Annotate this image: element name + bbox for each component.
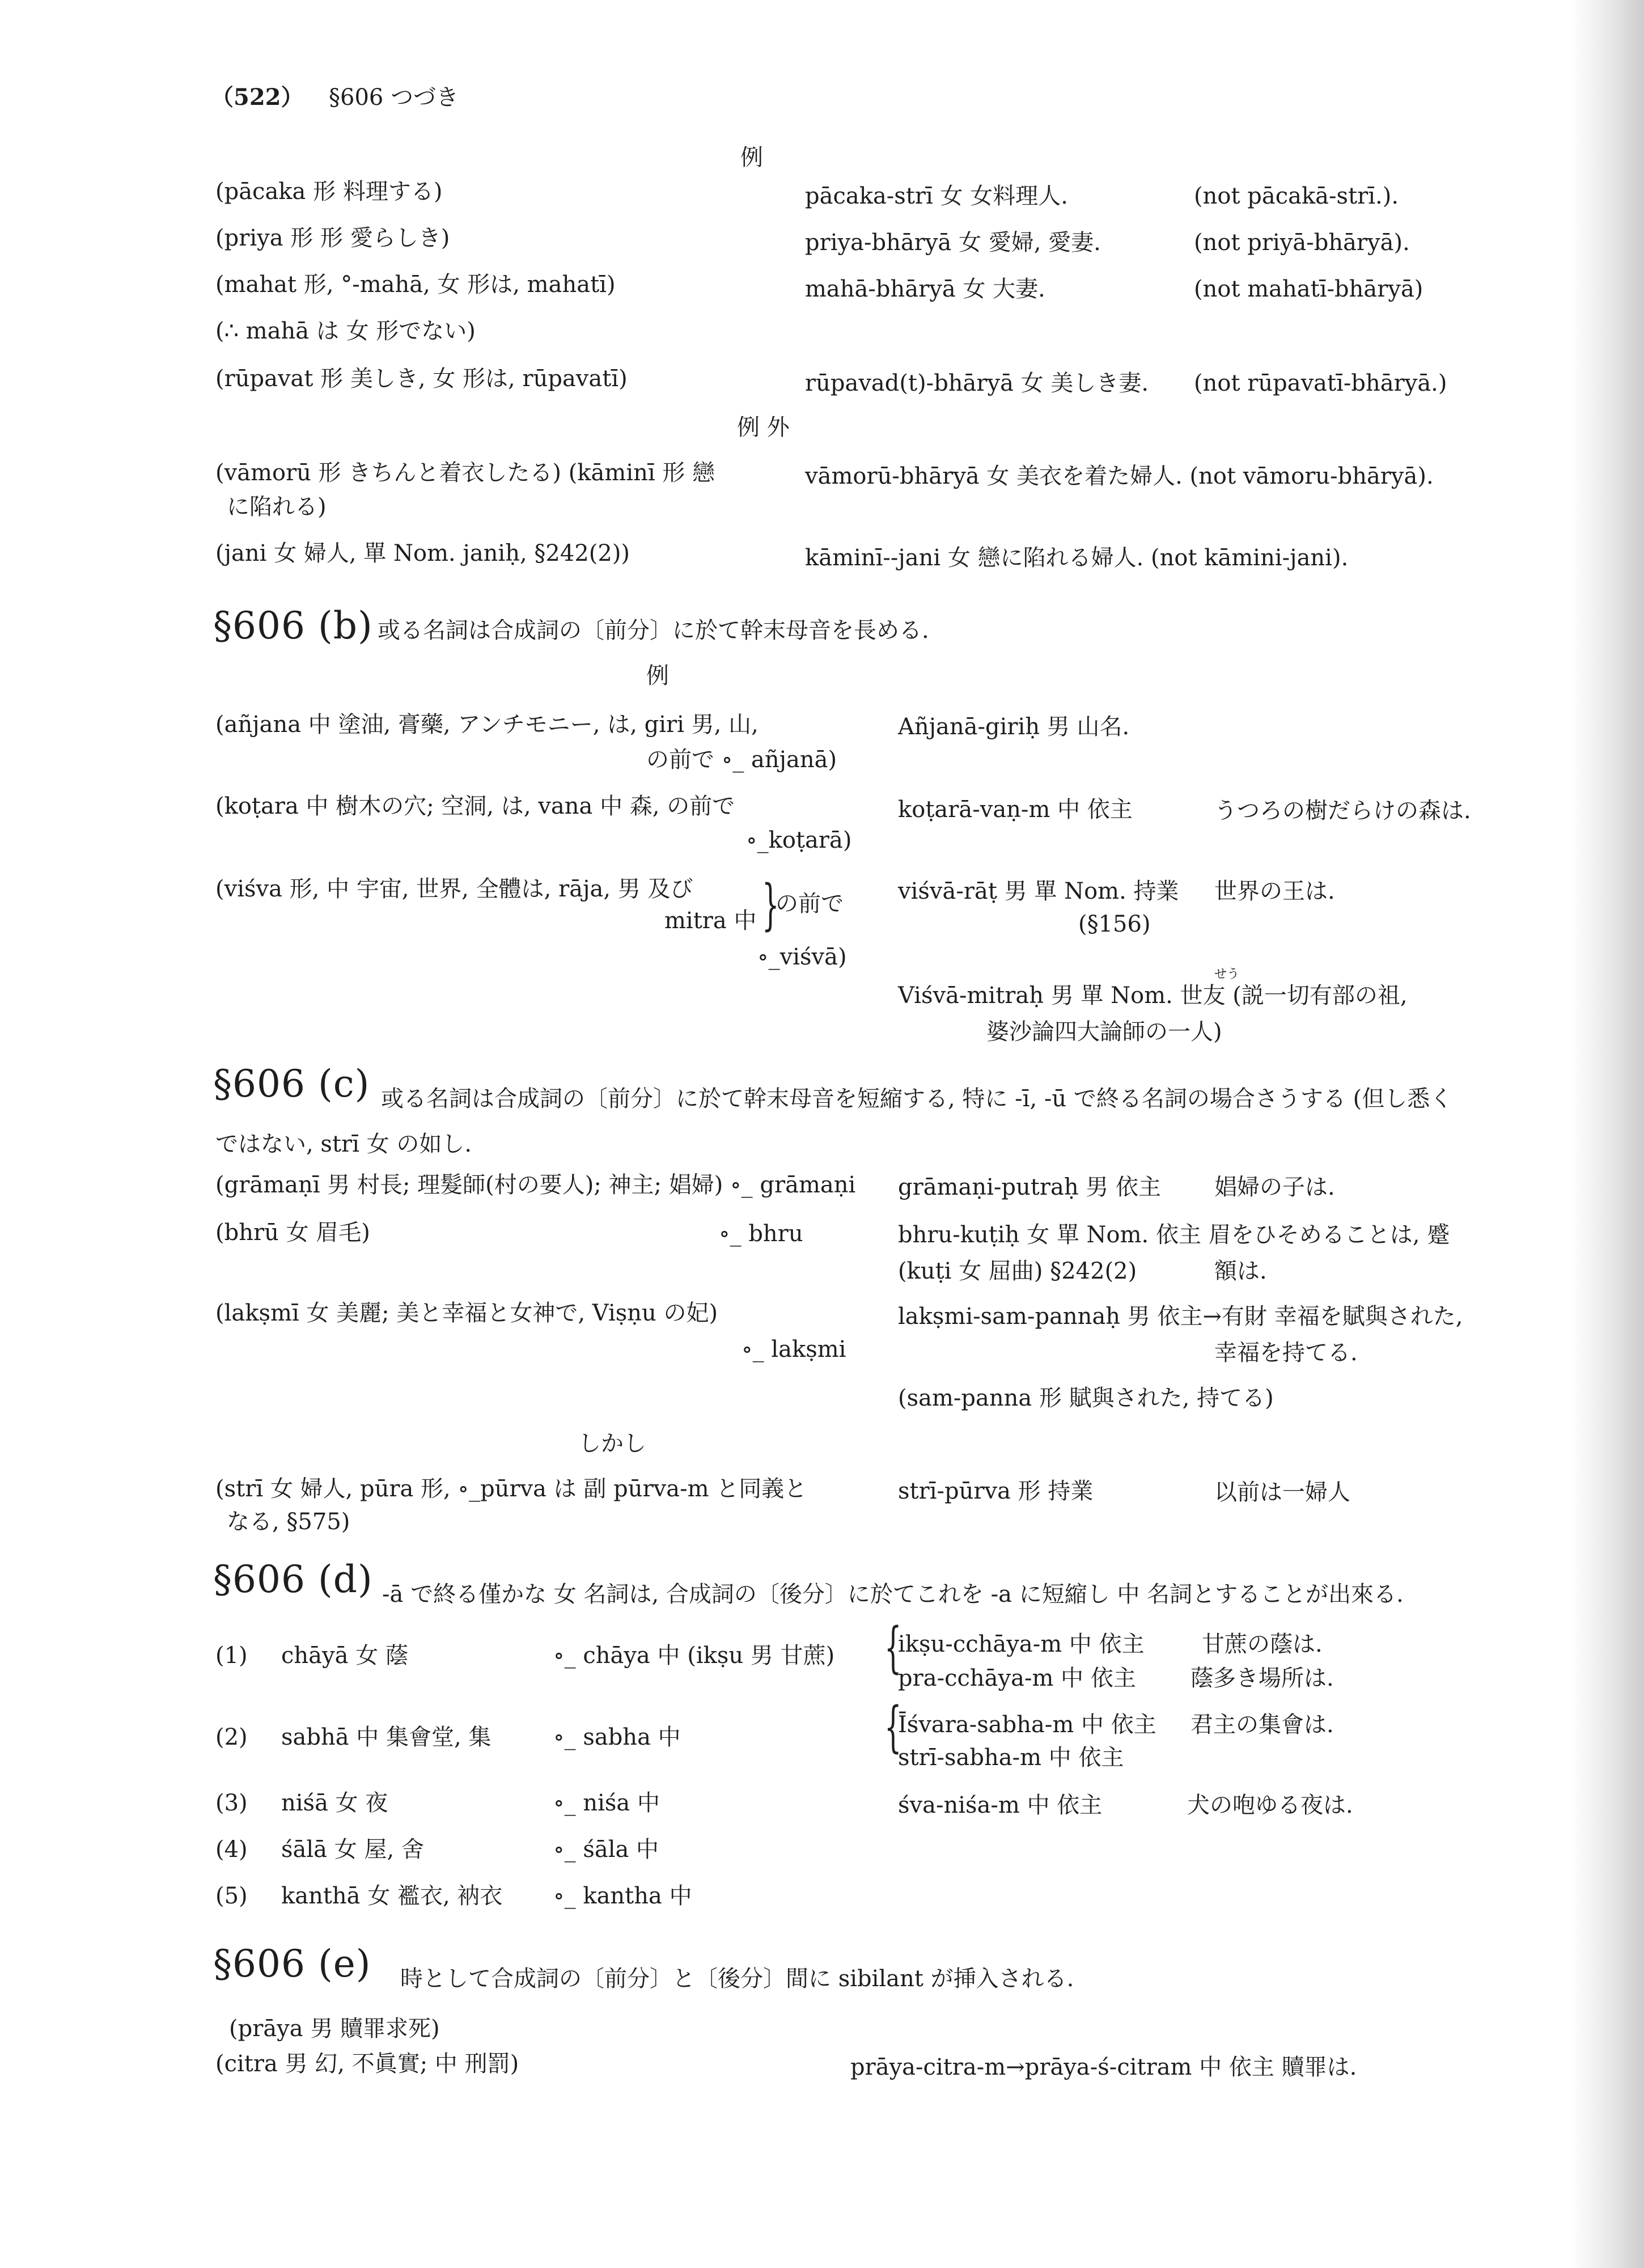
entry-middle-note: (sam-panna 形 賦與された, 持てる) [898, 1385, 1274, 1411]
entry-middle: grāmaṇi-putraḥ 男 依主 [898, 1174, 1162, 1200]
entry-middle: koṭarā-vaṇ-m 中 依主 [898, 797, 1133, 823]
entry-left: (jani 女 婦人, 單 Nom. janiḥ, §242(2)) [215, 540, 630, 566]
entry-left-brace-label: の前で [776, 891, 844, 917]
entry-middle: lakṣmi-sam-pannaḥ 男 依主→有財 幸福を賦與された, [898, 1304, 1463, 1330]
list-item-gloss: 蔭多き場所は. [1190, 1665, 1334, 1691]
list-item-number: (5) [215, 1883, 248, 1909]
section-number-606c: §606 (c) [213, 1062, 370, 1106]
list-item-word: sabhā 中 集會堂, 集 [281, 1724, 491, 1750]
list-item-short: ∘_ sabha 中 [553, 1724, 681, 1750]
entry-left: (∴ mahā は 女 形でない) [215, 318, 476, 344]
list-item-number: (3) [215, 1790, 248, 1816]
entry-middle: priya-bhāryā 女 愛婦, 愛妻. [805, 230, 1101, 256]
examples-heading: 例 [740, 145, 763, 171]
entry-middle: pācaka-strī 女 女料理人. [805, 183, 1068, 209]
list-item-number: (4) [215, 1837, 248, 1863]
entry-left-continued: ∘_viśvā) [757, 944, 847, 970]
entry-left: (priya 形 形 愛らしき) [215, 225, 450, 251]
list-item-short: ∘_ śāla 中 [553, 1837, 659, 1863]
entry-left: (citra 男 幻, 不眞實; 中 刑罰) [215, 2051, 519, 2077]
section-text: 或る名詞は合成詞の〔前分〕に於て幹末母音を長める. [378, 617, 929, 644]
brace: { [884, 1616, 902, 1679]
entry-left: (rūpavat 形 美しき, 女 形は, rūpavatī) [215, 366, 628, 392]
page-number: （522） [211, 84, 304, 111]
furigana: せう [1214, 967, 1240, 981]
entry-left: (koṭara 中 樹木の穴; 空洞, は, vana 中 森, の前で [215, 793, 735, 819]
running-header: §606 つづき [329, 84, 459, 111]
list-item-gloss: 甘蔗の蔭は. [1202, 1631, 1323, 1657]
list-item-short: ∘_ kantha 中 [553, 1883, 692, 1909]
entry-right: うつろの樹だらけの森は. [1214, 798, 1471, 824]
scan-edge-shadow [1570, 0, 1644, 2268]
entry-right: (not mahatī-bhāryā) [1194, 276, 1423, 302]
brace: { [884, 1695, 902, 1759]
entry-middle: kāminī--jani 女 戀に陷れる婦人. (not kāmini-jani). [805, 545, 1349, 571]
brace: } [762, 873, 779, 937]
entry-middle: viśvā-rāṭ 男 單 Nom. 持業 [898, 878, 1179, 904]
section-number-606e: §606 (e) [213, 1942, 371, 1986]
entry-left: (vāmorū 形 きちんと着衣したる) (kāminī 形 戀 [215, 460, 715, 486]
entry-right: 額は. [1214, 1258, 1267, 1284]
entry-left: (strī 女 婦人, pūra 形, ∘_pūrva は 副 pūrva-m と同義と [215, 1476, 807, 1502]
list-item-word: niśā 女 夜 [281, 1790, 388, 1816]
entry-left: (añjana 中 塗油, 膏藥, アンチモニー, は, giri 男, 山, [215, 712, 759, 738]
entry-middle: rūpavad(t)-bhāryā 女 美しき妻. [805, 370, 1149, 396]
entry-left-continued: ∘_koṭarā) [746, 827, 852, 853]
entry-left: (grāmaṇī 男 村長; 理髮師(村の要人); 神主; 娼婦) ∘_ grāmaṇi [215, 1172, 856, 1198]
entry-middle-continued: (§156) [1078, 911, 1151, 937]
exceptions-heading: 例 外 [737, 414, 790, 441]
entry-middle: prāya-citra-m→prāya-ś-citram 中 依主 贖罪は. [850, 2054, 1357, 2080]
however-heading: しかし [578, 1431, 646, 1457]
section-number-606b: §606 (b) [213, 604, 373, 648]
entry-right: (not pācakā-strī.). [1194, 183, 1399, 209]
section-text: -ā で終る僅かな 女 名詞は, 合成詞の〔後分〕に於てこれを -a に短縮し 中 名詞とすることが出來る. [382, 1581, 1404, 1607]
list-item-gloss: 犬の咆ゆる夜は. [1187, 1792, 1353, 1818]
section-text-continued: ではない, strī 女 の如し. [215, 1131, 472, 1157]
entry-middle-continued: (kuṭi 女 屈曲) §242(2) [898, 1258, 1137, 1284]
list-item-number: (2) [215, 1724, 248, 1750]
entry-right: 娼婦の子は. [1214, 1174, 1335, 1200]
entry-left: (prāya 男 贖罪求死) [229, 2016, 440, 2042]
entry-middle: mahā-bhāryā 女 大妻. [805, 276, 1045, 302]
list-item-word: chāyā 女 蔭 [281, 1643, 408, 1669]
entry-left-continued: なる, §575) [227, 1509, 350, 1535]
entry-middle: bhru-kuṭiḥ 女 單 Nom. 依主 眉をひそめることは, 蹙 [898, 1222, 1450, 1248]
list-item-word: kanthā 女 襤衣, 衲衣 [281, 1883, 503, 1909]
list-item-compound: Īśvara-sabha-m 中 依主 [898, 1712, 1156, 1738]
entry-right: (not priyā-bhāryā). [1194, 230, 1410, 256]
entry-left-continued: に陷れる) [227, 494, 327, 520]
list-item-compound: strī-sabha-m 中 依主 [898, 1745, 1124, 1771]
entry-middle: vāmorū-bhāryā 女 美衣を着た婦人. (not vāmoru-bhāryā). [805, 463, 1434, 489]
entry-left-continued: ∘_ bhru [719, 1221, 803, 1247]
entry-left-continued: ∘_ lakṣmi [742, 1336, 846, 1363]
list-item-compound: pra-cchāya-m 中 依主 [898, 1665, 1136, 1691]
entry-middle: strī-pūrva 形 持業 [898, 1478, 1094, 1504]
entry-left-continued: mitra 中 [664, 908, 757, 934]
list-item-short: ∘_ chāya 中 (ikṣu 男 甘蔗) [553, 1643, 835, 1669]
entry-left: (mahat 形, °-mahā, 女 形は, mahatī) [215, 272, 616, 298]
entry-left: (viśva 形, 中 宇宙, 世界, 全體は, rāja, 男 及び [215, 876, 693, 902]
entry-middle-continued: 幸福を持てる. [1214, 1340, 1358, 1366]
section-text: 或る名詞は合成詞の〔前分〕に於て幹末母音を短縮する, 特に -ī, -ū で終る名詞の場合さうする (但し悉く [381, 1086, 1453, 1112]
entry-left: (bhrū 女 眉毛) [215, 1220, 370, 1246]
entry-left: (lakṣmī 女 美麗; 美と幸福と女神で, Viṣṇu の妃) [215, 1300, 718, 1326]
list-item-compound: śva-niśa-m 中 依主 [898, 1792, 1103, 1818]
list-item-word: śālā 女 屋, 舍 [281, 1837, 424, 1863]
list-item-gloss: 君主の集會は. [1190, 1712, 1334, 1738]
entry-middle: Añjanā-giriḥ 男 山名. [898, 714, 1130, 740]
entry-middle: Viśvā-mitraḥ 男 單 Nom. 世友 (説一切有部の祖, [898, 983, 1408, 1009]
entry-right: (not rūpavatī-bhāryā.) [1194, 370, 1447, 396]
list-item-number: (1) [215, 1643, 248, 1669]
entry-right: 世界の王は. [1214, 878, 1335, 904]
entry-left: (pācaka 形 料理する) [215, 179, 443, 205]
section-text: 時として合成詞の〔前分〕と〔後分〕間に sibilant が挿入される. [400, 1966, 1074, 1992]
entry-left-continued: の前で ∘_ añjanā) [646, 747, 837, 773]
list-item-short: ∘_ niśa 中 [553, 1790, 660, 1816]
section-number-606d: §606 (d) [213, 1558, 373, 1601]
entry-middle-continued: 婆沙論四大論師の一人) [986, 1019, 1222, 1045]
list-item-compound: ikṣu-cchāya-m 中 依主 [898, 1631, 1145, 1657]
examples-heading: 例 [646, 663, 669, 689]
entry-right: 以前は一婦人 [1214, 1479, 1350, 1505]
